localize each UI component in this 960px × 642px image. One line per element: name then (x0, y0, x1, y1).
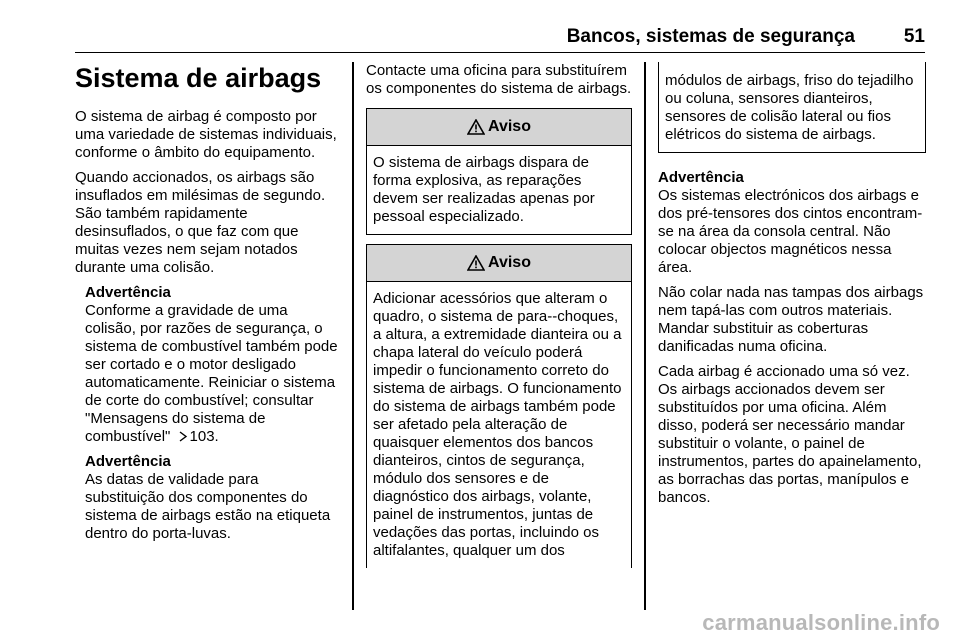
warning-box-continued (658, 62, 926, 153)
paragraph: Não colar nada nas tampas dos airbags nem tapá-las com outros materiais. Mandar substituir as coberturas danificadas numa oficina. (658, 284, 924, 355)
reference-arrow-icon (178, 431, 188, 442)
note-title: Advertência (85, 453, 171, 470)
note-text: Os sistemas electrónicos dos airbags e dos pré-tensores dos cintos encontram-se na área da consola central. Não colocar objectos magnéticos nessa área. (658, 187, 923, 276)
chapter-heading: Sistema de airbags (75, 63, 322, 93)
column-2 (366, 62, 632, 568)
section-title: Bancos, sistemas de segurança (566, 26, 855, 47)
note-text: Conforme a gravidade de uma colisão, por razões de segurança, o sistema de combustível também pode ser cortado e o motor desligado automaticamente. Reiniciar o sistema de corte do combustível; consultar "Mensagens do sistema de combustível" (85, 302, 338, 445)
note-text: As datas de validade para substituição dos componentes do sistema de airbags estão na etiqueta dentro do porta-luvas. (85, 471, 331, 542)
column-3 (658, 62, 926, 514)
warning-triangle-icon (467, 255, 485, 271)
note-block (75, 284, 340, 446)
page-header (75, 24, 925, 53)
warning-title: Aviso (488, 118, 531, 135)
warning-box (366, 108, 632, 235)
column-1 (75, 62, 340, 550)
warning-text: Adicionar acessórios que alteram o quadro, o sistema de para--choques, a altura, a extremidade dianteira ou a chapa lateral do veículo poderá impedir o funcionamento correto do sistema de airbags. O funcionamento do sistema de airbags também pode ser afetado pela alteração de quaisquer elementos dos bancos dianteiros, cintos de segurança, módulo dos sensores e de diagnóstico dos airbags, volante, painel de instrumentos, juntas de vedações das portas, incluindo os altifalantes, qualquer um dos (373, 290, 622, 559)
warning-title: Aviso (488, 254, 531, 271)
paragraph: O sistema de airbag é composto por uma variedade de sistemas individuais, conforme o âmbito do equipamento. (75, 108, 337, 161)
page-reference: 103. (189, 428, 219, 445)
paragraph: Quando accionados, os airbags são insuflados em milésimas de segundo. São também rapidamente desinsuflados, o que faz com que muitas vezes nem sejam notados durante uma colisão. (75, 169, 326, 276)
watermark: carmanualsonline.info (702, 610, 940, 635)
note-block (75, 453, 340, 543)
warning-header (367, 109, 631, 146)
note-title: Advertência (85, 284, 171, 301)
note-title: Advertência (658, 169, 744, 186)
column-divider (644, 62, 646, 610)
warning-text: O sistema de airbags dispara de forma explosiva, as reparações devem ser realizadas apenas por pessoal especializado. (373, 154, 595, 225)
column-divider (352, 62, 354, 610)
warning-text: módulos de airbags, friso do tejadilho ou coluna, sensores dianteiros, sensores de colisão lateral ou fios elétricos do sistema de airbags. (665, 72, 914, 143)
warning-box (366, 244, 632, 568)
note-block (658, 169, 926, 277)
paragraph: Cada airbag é accionado uma só vez. Os airbags accionados devem ser substituídos por uma oficina. Além disso, poderá ser necessário mandar substituir o volante, o painel de instrumentos, partes do apainelamento, as borrachas das portas, manípulos e bancos. (658, 363, 922, 506)
page-number: 51 (903, 26, 925, 47)
paragraph: Contacte uma oficina para substituírem os componentes do sistema de airbags. (366, 62, 632, 97)
warning-triangle-icon (467, 119, 485, 135)
warning-header (367, 245, 631, 282)
